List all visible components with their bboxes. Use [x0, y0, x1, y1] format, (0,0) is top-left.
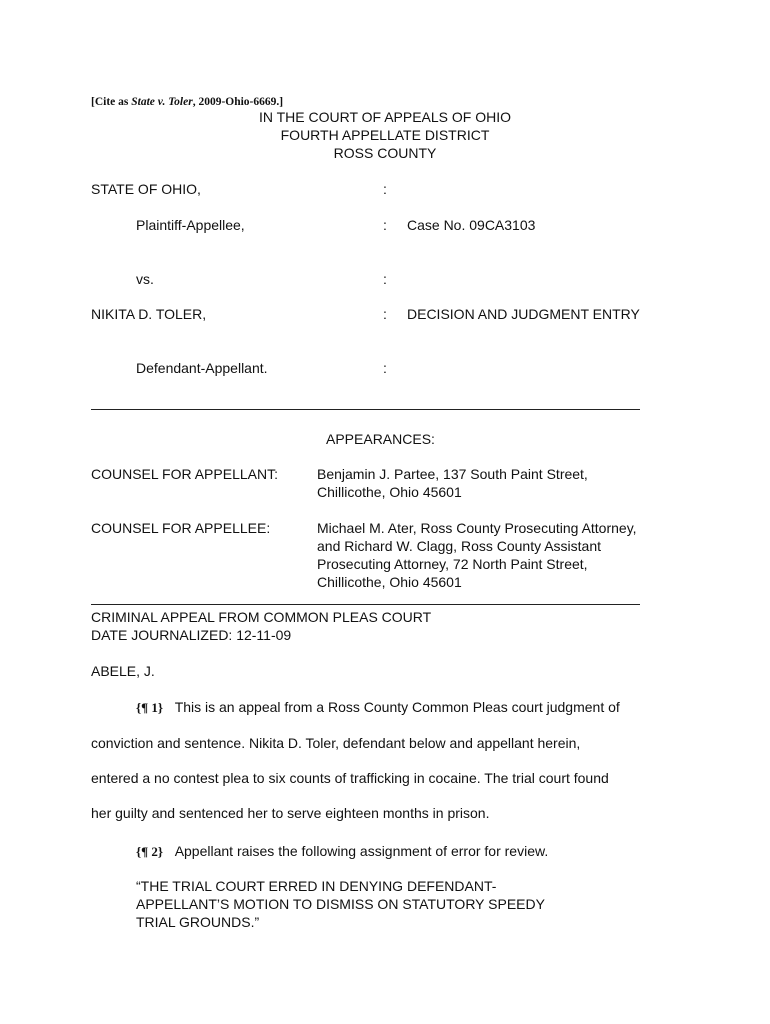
- caption-colon: :: [383, 181, 387, 197]
- divider: [91, 604, 640, 605]
- caption-colon: :: [383, 271, 387, 287]
- appellee-counsel-line: Chillicothe, Ohio 45601: [317, 574, 462, 590]
- paragraph-line: entered a no contest plea to six counts of trafficking in cocaine. The trial court found: [91, 770, 609, 786]
- appellant-counsel-line: Benjamin J. Partee, 137 South Paint Street,: [317, 466, 588, 482]
- appellant-counsel-line: Chillicothe, Ohio 45601: [317, 484, 462, 500]
- citation-prefix: [Cite as: [91, 96, 132, 108]
- assignment-of-error-line: APPELLANT’S MOTION TO DISMISS ON STATUTORY SPEEDY: [136, 896, 545, 912]
- paragraph-number: {¶ 1}: [136, 700, 164, 715]
- assignment-of-error-line: “THE TRIAL COURT ERRED IN DENYING DEFENDANT-: [136, 878, 497, 894]
- plaintiff-role: Plaintiff-Appellee,: [136, 217, 245, 233]
- divider: [91, 409, 640, 410]
- paragraph-1-first-line: [136, 698, 620, 717]
- citation-case-name: State v. Toler: [131, 96, 193, 108]
- case-number: Case No. 09CA3103: [407, 217, 536, 233]
- judge-name: ABELE, J.: [91, 663, 155, 679]
- caption-colon: :: [383, 360, 387, 376]
- paragraph-line: conviction and sentence. Nikita D. Toler, defendant below and appellant herein,: [91, 735, 581, 751]
- court-county: ROSS COUNTY: [333, 145, 437, 161]
- entry-type: DECISION AND JUDGMENT ENTRY: [407, 306, 640, 322]
- paragraph-text: Appellant raises the following assignment of error for review.: [174, 843, 549, 859]
- appearances-heading: APPEARANCES:: [326, 431, 435, 447]
- defendant-role: Defendant-Appellant.: [136, 360, 268, 376]
- citation-suffix: , 2009-Ohio-6669.]: [192, 96, 284, 108]
- date-journalized: DATE JOURNALIZED: 12-11-09: [91, 627, 292, 643]
- paragraph-number: {¶ 2}: [136, 844, 164, 859]
- caption-colon: :: [383, 217, 387, 233]
- party-plaintiff: STATE OF OHIO,: [91, 181, 201, 197]
- court-district: FOURTH APPELLATE DISTRICT: [280, 127, 490, 143]
- versus: vs.: [136, 271, 154, 287]
- appellee-counsel-line: Prosecuting Attorney, 72 North Paint Street,: [317, 556, 588, 572]
- appellee-counsel-line: and Richard W. Clagg, Ross County Assistant: [317, 538, 602, 554]
- appeal-type: CRIMINAL APPEAL FROM COMMON PLEAS COURT: [91, 609, 432, 625]
- paragraph-text: This is an appeal from a Ross County Common Pleas court judgment of: [174, 699, 620, 715]
- court-name: IN THE COURT OF APPEALS OF OHIO: [258, 109, 512, 125]
- caption-colon: :: [383, 306, 387, 322]
- paragraph-2-first-line: [136, 842, 548, 861]
- party-defendant: NIKITA D. TOLER,: [91, 306, 207, 322]
- appellee-counsel-line: Michael M. Ater, Ross County Prosecuting Attorney,: [317, 520, 637, 536]
- appellee-counsel-label: COUNSEL FOR APPELLEE:: [91, 520, 271, 536]
- appellant-counsel-label: COUNSEL FOR APPELLANT:: [91, 466, 278, 482]
- paragraph-line: her guilty and sentenced her to serve eighteen months in prison.: [91, 805, 490, 821]
- assignment-of-error-line: TRIAL GROUNDS.”: [136, 914, 260, 930]
